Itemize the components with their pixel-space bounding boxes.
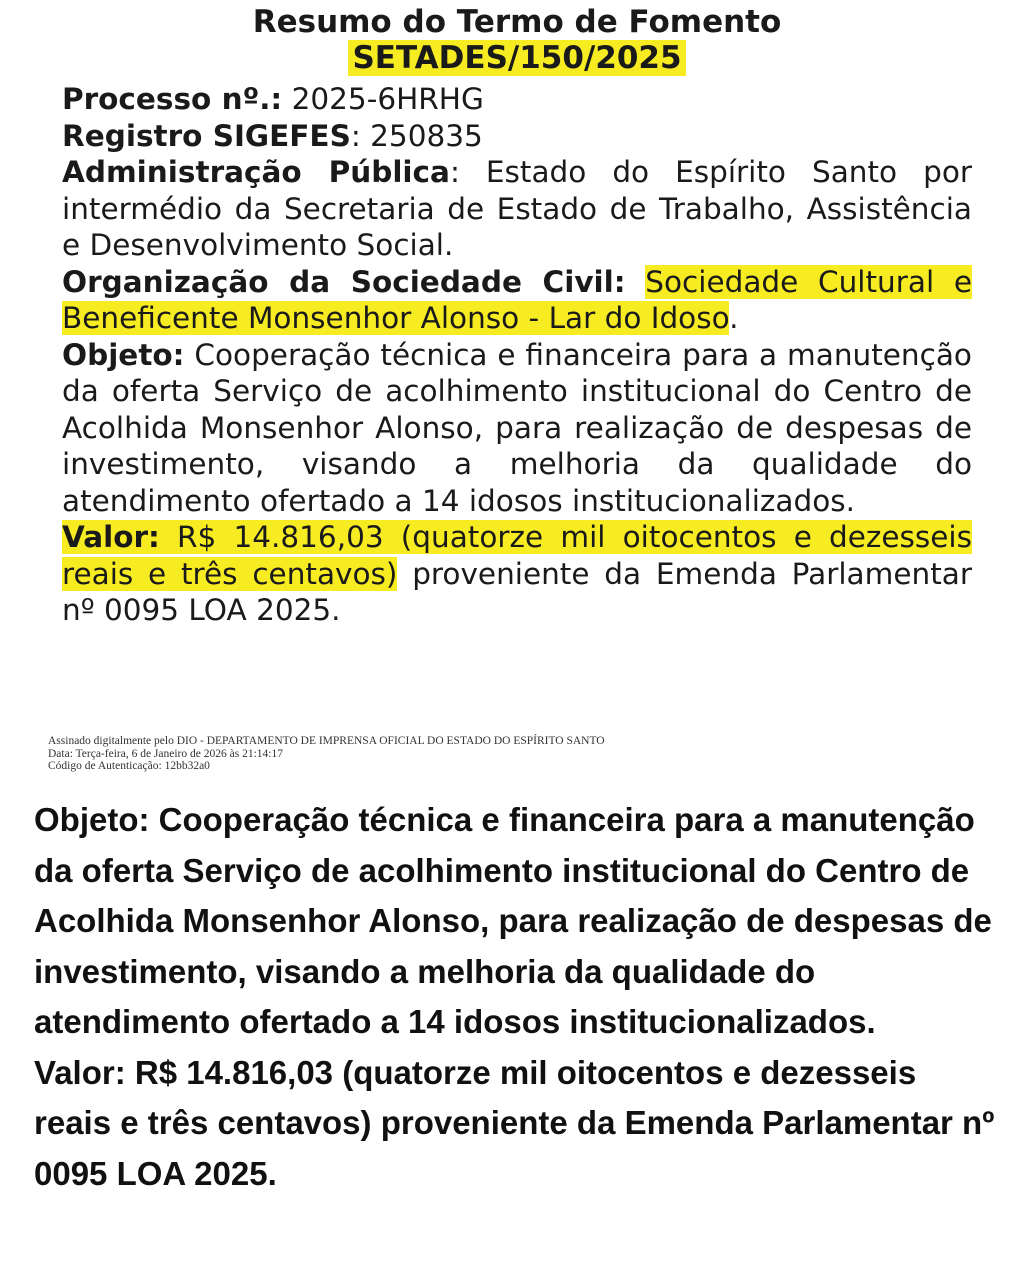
administracao-label: Administração Pública: [62, 155, 450, 189]
organizacao-label: Organização da Sociedade Civil:: [62, 264, 626, 299]
processo-label: Processo nº.:: [62, 82, 283, 116]
caption-text: [34, 795, 999, 1199]
objeto-field: [62, 337, 972, 520]
document-number-line: [62, 40, 972, 81]
organizacao-value: Sociedade Cultural e Beneficente Monsenhor Alonso - Lar do Idoso: [62, 264, 972, 335]
caption-objeto: Objeto: Cooperação técnica e financeira para a manutenção da oferta Serviço de acolhimento institucional do Centro de Acolhida Monsenhor Alonso, para realização de despesas de investimento, visando a melhoria da qualidade do atendimento ofertado a 14 idosos institucionalizados.: [34, 801, 992, 1040]
organizacao-field: [62, 264, 972, 337]
objeto-value: Cooperação técnica e financeira para a manutenção da oferta Serviço de acolhimento institucional do Centro de Acolhida Monsenhor Alonso, para realização de despesas de investimento, visando a melhoria da qualidade do atendimento ofertado a 14 idosos institucionalizados.: [62, 337, 972, 518]
document-title: Resumo do Termo de Fomento: [252, 4, 782, 40]
signature-line-3: Código de Autenticação: 12bb32a0: [48, 760, 210, 772]
processo-field: [62, 81, 972, 118]
registro-value: : 250835: [350, 118, 483, 153]
valor-rest: proveniente da Emenda Parlamentar nº 0095 LOA 2025.: [62, 556, 972, 627]
registro-label: Registro SIGEFES: [62, 118, 351, 153]
registro-field: [62, 118, 972, 155]
signature-line-1: Assinado digitalmente pelo DIO - DEPARTAMENTO DE IMPRENSA OFICIAL DO ESTADO DO ESPÍRITO SANTO: [48, 735, 605, 747]
signature-line-2: Data: Terça-feira, 6 de Janeiro de 2026 às 21:14:17: [48, 747, 283, 760]
valor-field: [62, 519, 972, 629]
caption-valor: Valor: R$ 14.816,03 (quatorze mil oitocentos e dezesseis reais e três centavos) proveniente da Emenda Parlamentar nº 0095 LOA 2025.: [34, 1053, 995, 1192]
document-clipping: [62, 4, 972, 629]
valor-label: Valor:: [62, 520, 160, 554]
document-number: SETADES/150/2025: [348, 40, 685, 76]
administracao-field: [62, 154, 972, 264]
organizacao-suffix: .: [729, 301, 739, 335]
valor-amount: R$ 14.816,03 (quatorze mil oitocentos e dezesseis reais e três centavos): [62, 520, 972, 591]
administracao-value: : Estado do Espírito Santo por intermédio da Secretaria de Estado de Trabalho, Assistência e Desenvolvimento Social.: [62, 155, 972, 262]
digital-signature: [48, 735, 605, 773]
objeto-label: Objeto:: [62, 337, 185, 372]
processo-value: 2025-6HRHG: [291, 82, 484, 116]
